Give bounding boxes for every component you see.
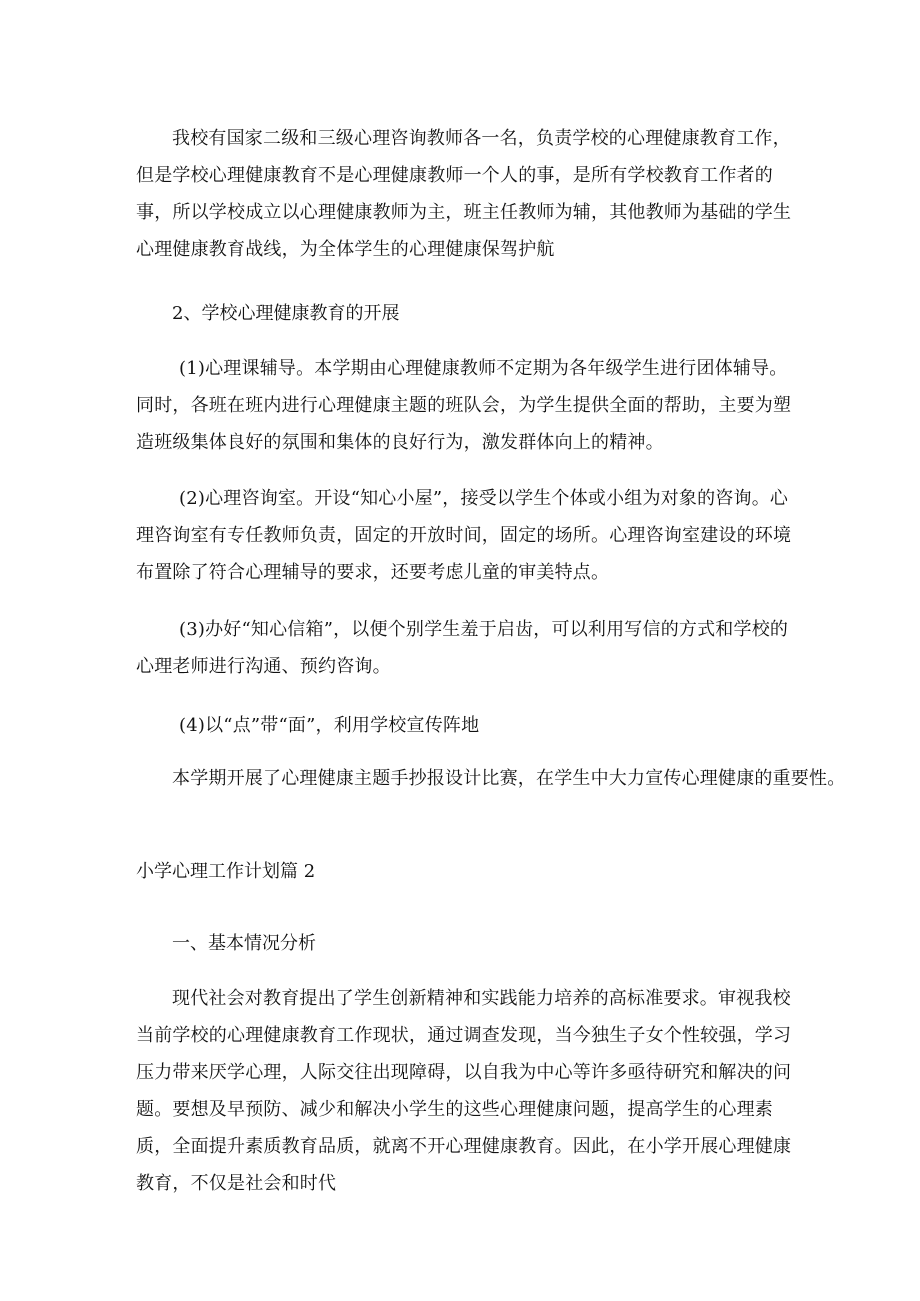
list-item-counseling-room: (2)心理咨询室。开设“知心小屋”，接受以学生个体或小组为对象的咨询。心理咨询室有专任教师负责，固定的开放时间，固定的场所。心理咨询室建设的环境布置除了符合心理辅导的要求，还要考虑儿童的审美特点。	[136, 488, 792, 583]
list-item-psych-class: (1)心理课辅导。本学期由心理健康教师不定期为各年级学生进行团体辅导。同时，各班在班内进行心理健康主题的班队会，为学生提供全面的帮助，主要为塑造班级集体良好的氛围和集体的良好行为，激发群体向上的精神。	[136, 358, 792, 453]
paragraph-poster-contest: 本学期开展了心理健康主题手抄报设计比赛，在学生中大力宣传心理健康的重要性。	[172, 768, 846, 789]
section-title: 小学心理工作计划篇 2	[136, 861, 316, 882]
heading-section-2: 2、学校心理健康教育的开展	[172, 303, 400, 324]
paragraph-situation-analysis: 现代社会对教育提出了学生创新精神和实践能力培养的高标准要求。审视我校当前学校的心理健康教育工作现状，通过调查发现，当今独生子女个性较强，学习压力带来厌学心理，人际交往出现障碍，以自我为中心等许多亟待研究和解决的问题。要想及早预防、减少和解决小学生的这些心理健康问题，提高学生的心理素质，全面提升素质教育品质，就离不开心理健康教育。因此，在小学开展心理健康教育，不仅是社会和时代	[136, 988, 792, 1194]
paragraph-counselors: 我校有国家二级和三级心理咨询教师各一名，负责学校的心理健康教育工作，但是学校心理健康教育不是心理健康教师一个人的事，是所有学校教育工作者的事，所以学校成立以心理健康教师为主，班主任教师为辅，其他教师为基础的学生心理健康教育战线，为全体学生的心理健康保驾护航	[136, 128, 792, 260]
list-item-publicity: (4)以“点”带“面”，利用学校宣传阵地	[179, 715, 480, 736]
section-heading-analysis: 一、基本情况分析	[172, 933, 316, 954]
list-item-mailbox: (3)办好“知心信箱”，以便个别学生羞于启齿，可以利用写信的方式和学校的心理老师进行沟通、预约咨询。	[136, 619, 789, 677]
